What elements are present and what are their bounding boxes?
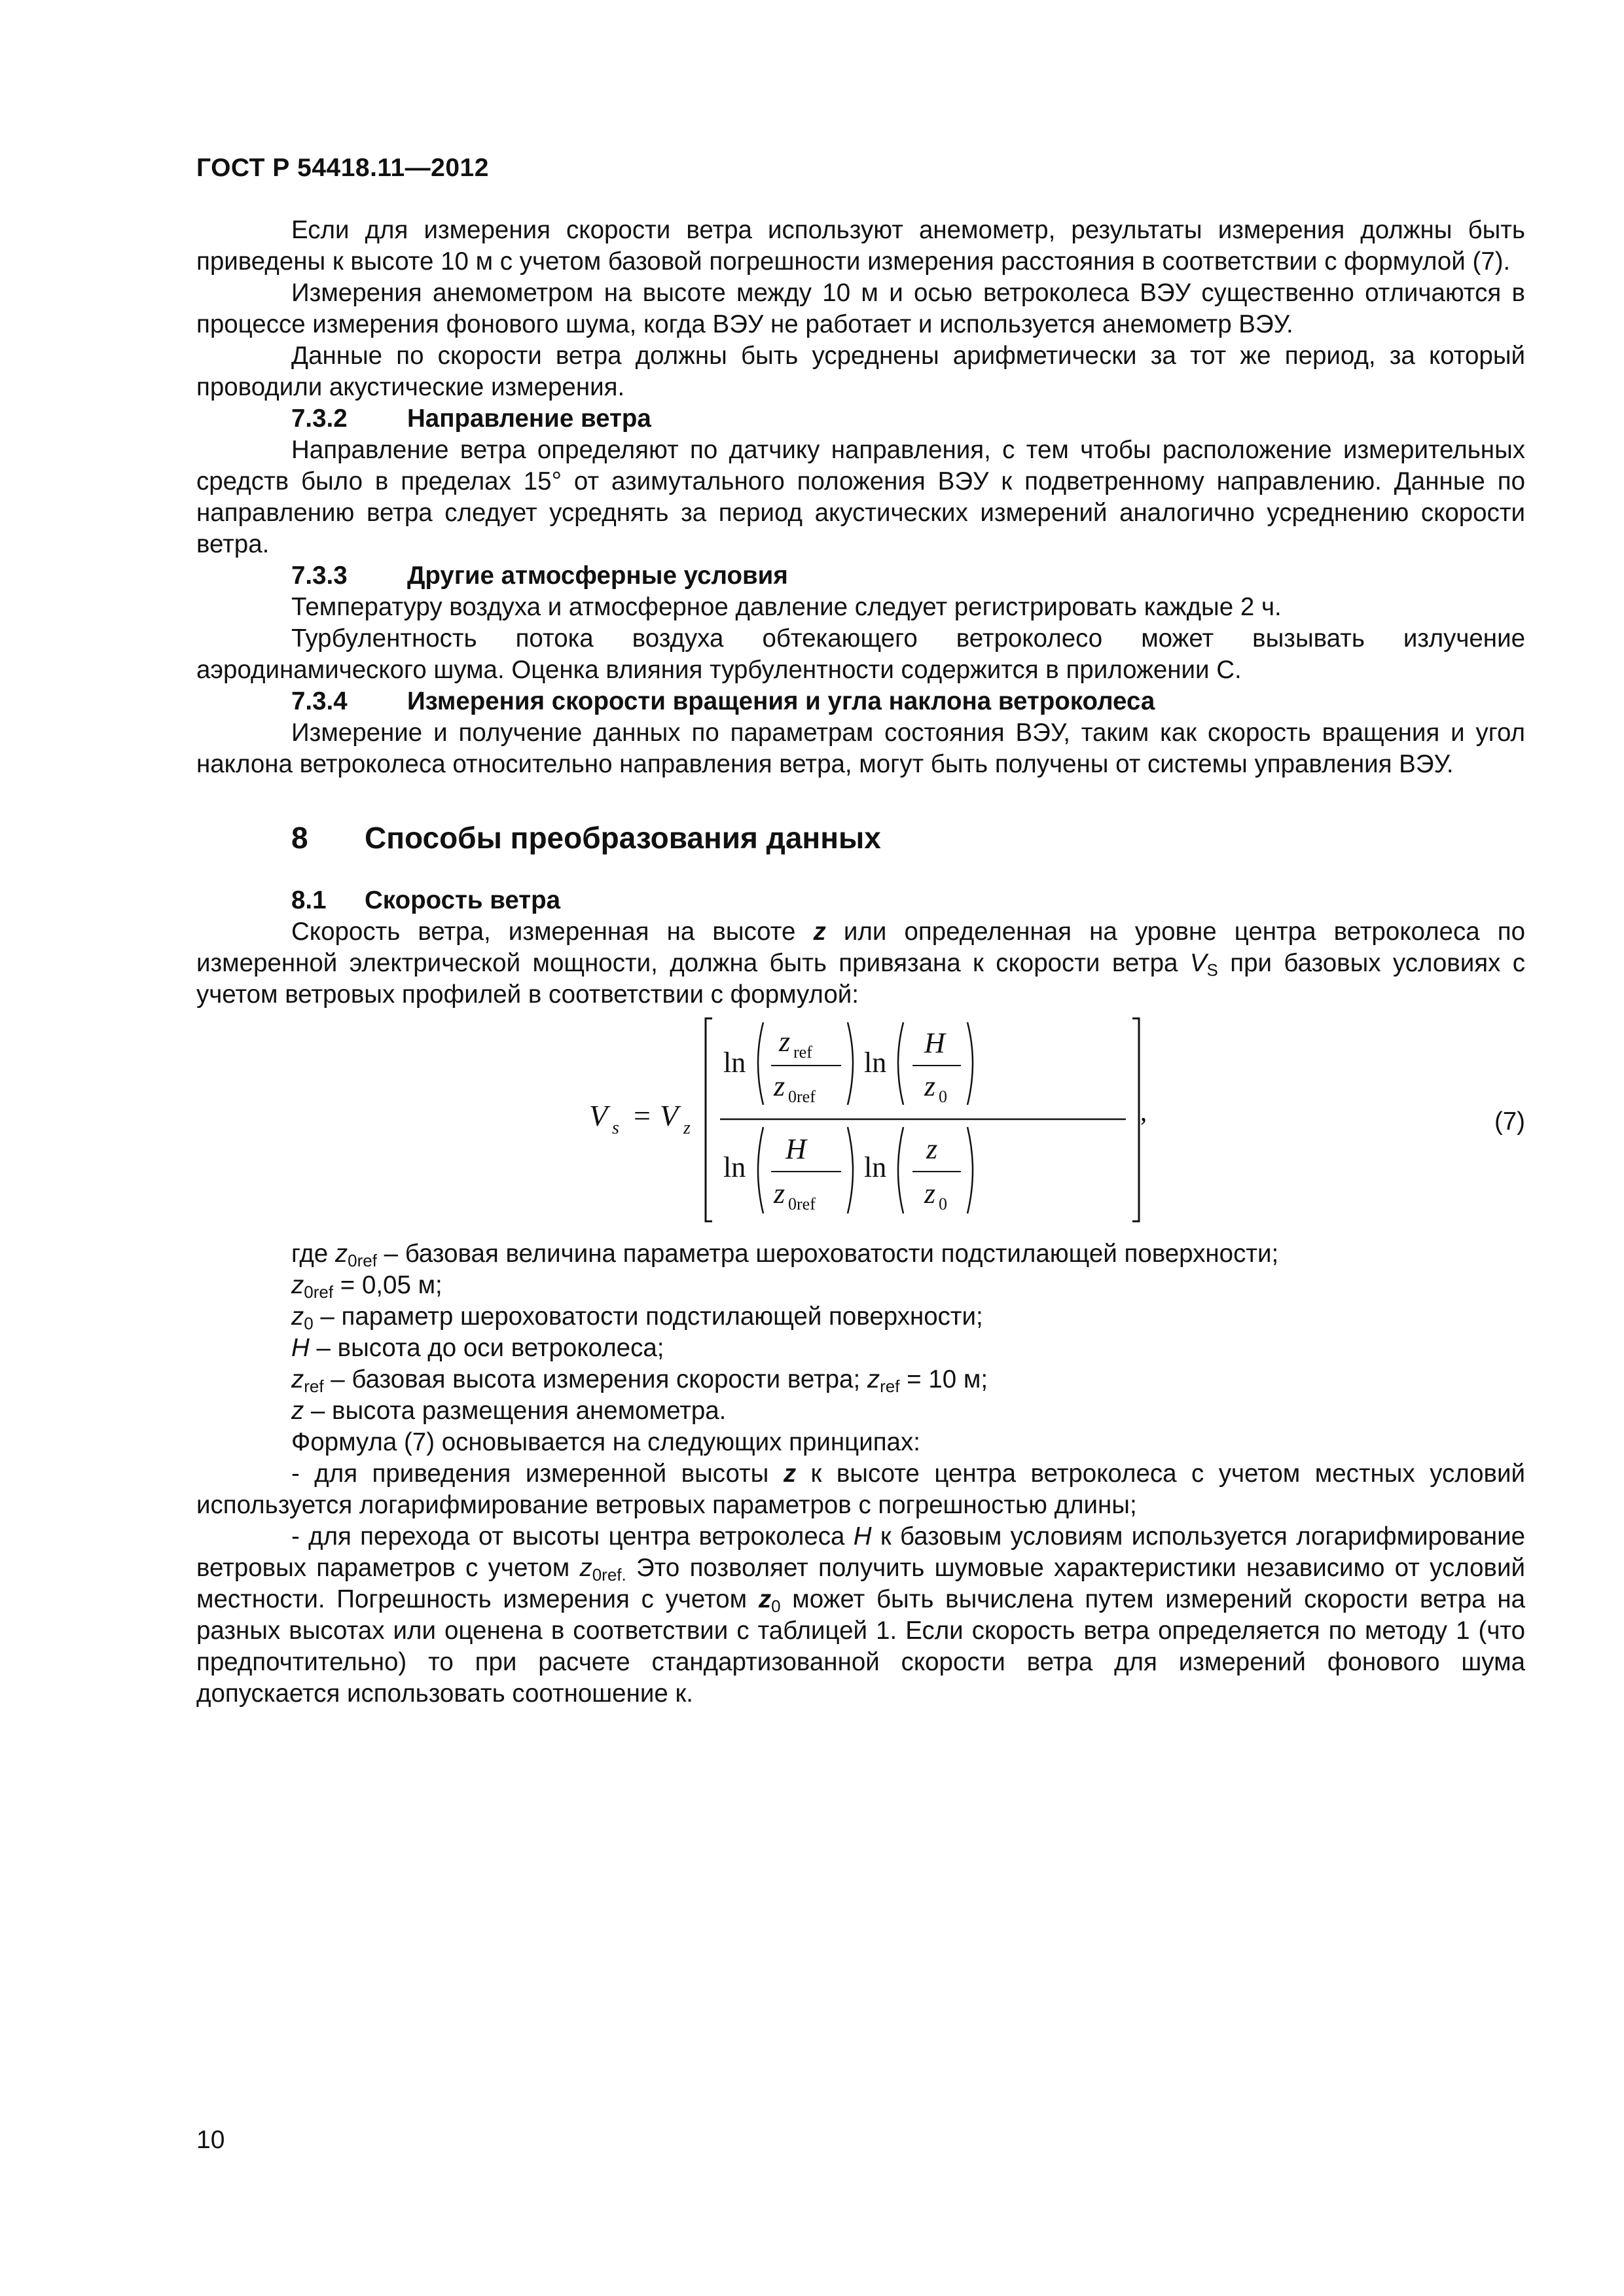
svg-text:0ref: 0ref (788, 1194, 816, 1213)
section-heading-8-1 (196, 885, 1525, 916)
section-title: Другие атмосферные условия (407, 562, 788, 590)
svg-text:0ref: 0ref (788, 1087, 816, 1106)
svg-text:ref: ref (793, 1043, 812, 1062)
paragraph: Формула (7) основывается на следующих принципах: (291, 1428, 920, 1456)
document-header: ГОСТ Р 54418.11—2012 (196, 154, 489, 182)
paragraph: Измерения анемометром на высоте между 10 м и осью ветроколеса ВЭУ существенно отличаются в процессе измерения фонового шума, когда ВЭУ не работает и используется анемометр ВЭУ. (196, 279, 1525, 338)
section-heading-7-3-4 (196, 686, 1525, 717)
svg-text:ln: ln (864, 1047, 887, 1079)
svg-text:z: z (924, 1070, 936, 1102)
paragraph: Направление ветра определяют по датчику направления, с тем чтобы расположение измерительных средств было в пределах 15° от азимутального положения ВЭУ к подветренному направлению. Данные по направлению ветра следует усреднять за период акустических измерений аналогично усреднению скорости ветра. (196, 436, 1525, 558)
section-title: Измерения скорости вращения и угла наклона ветроколеса (407, 687, 1155, 715)
chapter-number: 8 (291, 821, 308, 855)
svg-text:s: s (612, 1118, 619, 1138)
section-heading-7-3-3 (196, 560, 1525, 592)
section-title: Скорость ветра (365, 886, 561, 914)
definition-line: $z_{ref}$ – базовая высота измерения скорости ветра; $z_{ref} = 10$ м; (291, 1365, 988, 1396)
paragraph: Турбулентность потока воздуха обтекающего ветроколесо может вызывать излучение аэродинамического шума. Оценка влияния турбулентности содержится в приложении С. (196, 624, 1525, 684)
section-heading-7-3-2 (196, 403, 1525, 435)
chapter-heading-8 (196, 818, 1525, 857)
svg-text:ln: ln (864, 1151, 887, 1183)
definition-line: $z_{0ref} = 0,05$ м; (291, 1271, 442, 1302)
svg-text:V: V (660, 1099, 679, 1132)
svg-text:z: z (779, 1026, 791, 1058)
wind-speed-formula (589, 1014, 1165, 1233)
paragraph: Измерение и получение данных по параметрам состояния ВЭУ, таким как скорость вращения и угол наклона ветроколеса относительно направления ветра, могут быть получены от системы управления ВЭУ. (196, 719, 1525, 778)
formula-row (196, 1014, 1525, 1225)
definition-line: z – высота размещения анемометра. (291, 1397, 727, 1425)
equation-number: (7) (1494, 1107, 1525, 1136)
svg-text:z: z (774, 1177, 785, 1210)
page-number: 10 (196, 2126, 225, 2154)
svg-text:ln: ln (723, 1151, 746, 1183)
paragraph: Температуру воздуха и атмосферное давление следует регистрировать каждые 2 ч. (291, 593, 1282, 621)
definition-line: $z_0$ – параметр шероховатости подстилающей поверхности; (291, 1302, 983, 1333)
paragraph: Скорость ветра, измеренная на высоте z или определенная на уровне центра ветроколеса по измеренной электрической мощности, должна быть привязана к скорости ветра $V_S$ при базовых условиях с учетом ветровых профилей в соответствии с формулой: (196, 918, 1526, 1009)
svg-text:,: , (1140, 1097, 1147, 1126)
svg-text:z: z (926, 1133, 938, 1165)
svg-text:H: H (924, 1027, 945, 1059)
paragraph: - для приведения измеренной высоты z к высоте центра ветроколеса с учетом местных условий используется логарифмирование ветровых параметров с погрешностью длины; (196, 1460, 1525, 1519)
paragraph: Данные по скорости ветра должны быть усреднены арифметически за тот же период, за который проводили акустические измерения. (196, 342, 1525, 401)
section-number: 7.3.3 (291, 562, 348, 590)
paragraph: - для перехода от высоты центра ветроколеса H к базовым условиям используется логарифмирование ветровых параметров с учетом $z_{0ref.}$ Это позволяет получить шумовые характеристики независимо от условий местности. Погрешность измерения с учетом $z_0$ может быть вычислена путем измерений скорости ветра на разных высотах или оценена в соответствии с таблицей 1. Если скорость ветра определяется по методу 1 (что предпочтительно) то при расчете стандартизованной скорости ветра для измерений фонового шума допускается использовать соотношение к. (196, 1522, 1525, 1708)
section-number: 8.1 (291, 886, 327, 914)
svg-text:z: z (924, 1177, 936, 1210)
section-title: Направление ветра (407, 404, 651, 433)
svg-text:ln: ln (723, 1047, 746, 1079)
svg-text:=: = (634, 1099, 651, 1132)
section-number: 7.3.2 (291, 404, 348, 433)
svg-text:z: z (683, 1118, 691, 1138)
svg-text:0: 0 (939, 1087, 947, 1106)
svg-text:V: V (589, 1099, 608, 1132)
page-body (196, 215, 1525, 1710)
svg-text:z: z (774, 1070, 785, 1102)
chapter-title: Способы преобразования данных (365, 821, 881, 855)
definition-line: H – высота до оси ветроколеса; (291, 1334, 664, 1362)
section-number: 7.3.4 (291, 687, 348, 715)
svg-text:H: H (785, 1133, 806, 1165)
definition-line: где $z_{0ref}$ – базовая величина параметра шероховатости подстилающей поверхности; (291, 1240, 1279, 1270)
paragraph: Если для измерения скорости ветра используют анемометр, результаты измерения должны быть приведены к высоте 10 м с учетом базовой погрешности измерения расстояния в соответствии с формулой (7). (196, 216, 1525, 276)
svg-text:0: 0 (939, 1194, 947, 1213)
